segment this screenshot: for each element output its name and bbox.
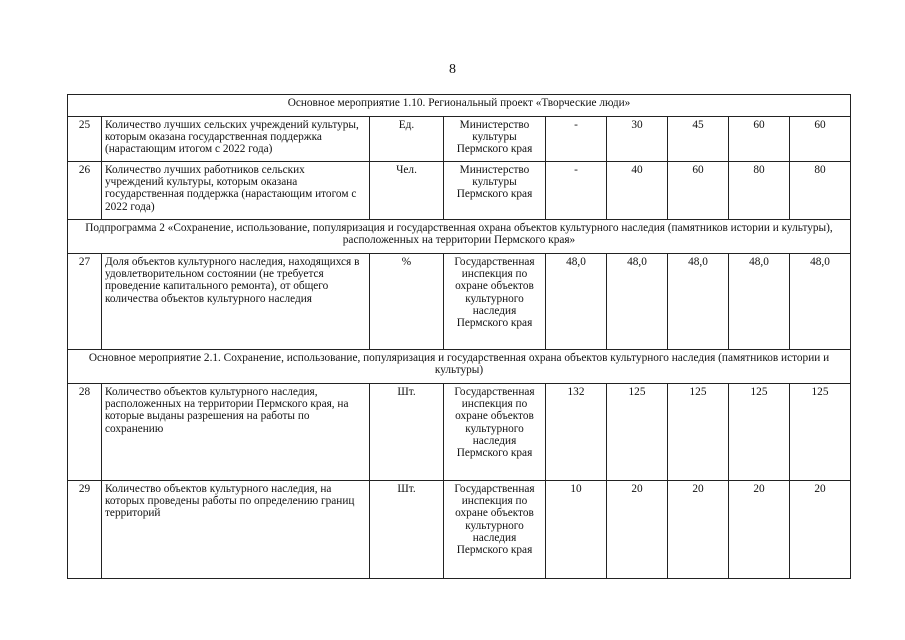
- value-cell: 80: [729, 162, 790, 220]
- unit: Шт.: [370, 481, 444, 579]
- table-row: [68, 162, 851, 220]
- value-cell: 20: [668, 481, 729, 579]
- unit: %: [370, 254, 444, 350]
- value-cell: 125: [790, 384, 851, 481]
- section-row: [68, 95, 851, 117]
- responsible: Министерство культуры Пермского края: [444, 117, 546, 162]
- indicator-name: Количество объектов культурного наследия, расположенных на территории Пермского края, на которые выданы разрешения на работы по сохранению: [102, 384, 370, 481]
- responsible: Государственная инспекция по охране объектов культурного наследия Пермского края: [444, 254, 546, 350]
- row-number: 25: [68, 117, 102, 162]
- indicators-table: [67, 94, 851, 579]
- table-row: [68, 117, 851, 162]
- value-cell: 125: [668, 384, 729, 481]
- row-number: 27: [68, 254, 102, 350]
- row-number: 29: [68, 481, 102, 579]
- indicator-name: Количество лучших работников сельских учреждений культуры, которым оказана государственная поддержка (нарастающим итогом с 2022 года): [102, 162, 370, 220]
- value-cell: 10: [546, 481, 607, 579]
- row-number: 28: [68, 384, 102, 481]
- unit: Ед.: [370, 117, 444, 162]
- indicator-name: Количество лучших сельских учреждений культуры, которым оказана государственная поддержка (нарастающим итогом с 2022 года): [102, 117, 370, 162]
- value-cell: 48,0: [790, 254, 851, 350]
- value-cell: 48,0: [668, 254, 729, 350]
- table-row: [68, 384, 851, 481]
- value-cell: 80: [790, 162, 851, 220]
- value-cell: 48,0: [607, 254, 668, 350]
- responsible: Министерство культуры Пермского края: [444, 162, 546, 220]
- value-cell: -: [546, 162, 607, 220]
- section-row: [68, 220, 851, 254]
- section-title: Подпрограмма 2 «Сохранение, использование, популяризация и государственная охрана объектов культурного наследия (памятников истории и культуры), расположенных на территории Пермского края»: [68, 220, 851, 254]
- page-number: 8: [449, 62, 456, 77]
- responsible: Государственная инспекция по охране объектов культурного наследия Пермского края: [444, 481, 546, 579]
- responsible: Государственная инспекция по охране объектов культурного наследия Пермского края: [444, 384, 546, 481]
- indicator-name: Количество объектов культурного наследия, на которых проведены работы по определению границ территорий: [102, 481, 370, 579]
- value-cell: 20: [790, 481, 851, 579]
- value-cell: 30: [607, 117, 668, 162]
- value-cell: 40: [607, 162, 668, 220]
- section-title: Основное мероприятие 1.10. Региональный проект «Творческие люди»: [68, 95, 851, 117]
- value-cell: 20: [607, 481, 668, 579]
- value-cell: 60: [729, 117, 790, 162]
- value-cell: 60: [790, 117, 851, 162]
- value-cell: 45: [668, 117, 729, 162]
- indicator-name: Доля объектов культурного наследия, находящихся в удовлетворительном состоянии (не требуется проведение капитального ремонта), от общего количества объектов культурного наследия: [102, 254, 370, 350]
- table-row: [68, 481, 851, 579]
- value-cell: 20: [729, 481, 790, 579]
- section-title: Основное мероприятие 2.1. Сохранение, использование, популяризация и государственная охрана объектов культурного наследия (памятников истории и культуры): [68, 350, 851, 384]
- row-number: 26: [68, 162, 102, 220]
- unit: Чел.: [370, 162, 444, 220]
- section-row: [68, 350, 851, 384]
- table-row: [68, 254, 851, 350]
- value-cell: 60: [668, 162, 729, 220]
- value-cell: -: [546, 117, 607, 162]
- value-cell: 125: [607, 384, 668, 481]
- unit: Шт.: [370, 384, 444, 481]
- value-cell: 48,0: [729, 254, 790, 350]
- value-cell: 132: [546, 384, 607, 481]
- value-cell: 125: [729, 384, 790, 481]
- value-cell: 48,0: [546, 254, 607, 350]
